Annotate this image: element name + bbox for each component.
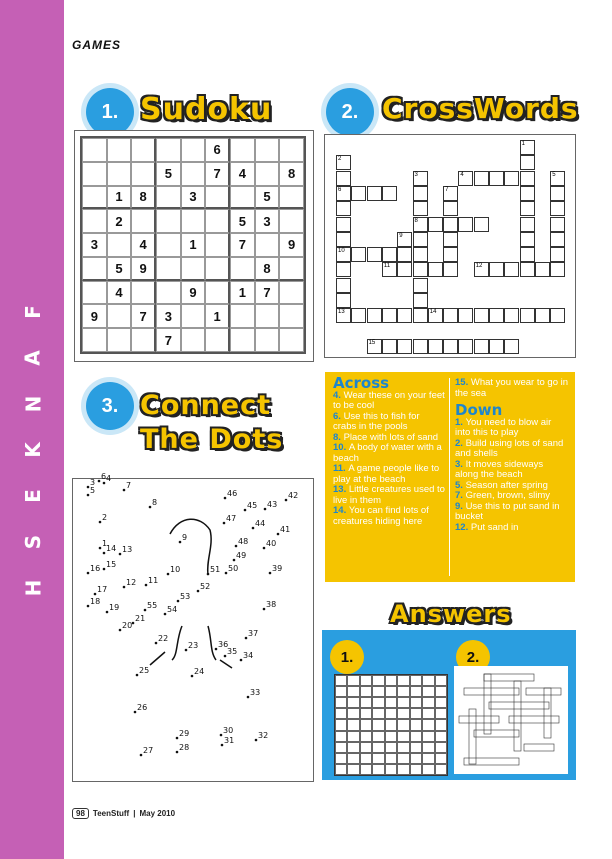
dot-label: 31 [224,736,235,745]
dot-label: 35 [227,647,238,656]
across-clue: 11. A game people like to play at the beach [333,463,440,485]
dot-label: 20 [122,621,133,630]
sudoku-cell: 5 [255,186,280,210]
section-label: GAMES [72,38,122,52]
sudoku-cell: 4 [131,233,156,257]
dot [225,572,228,575]
dot-label: 16 [90,564,101,573]
down-clue: 9. Use this to put sand in bucket [455,500,560,522]
down-clue: 12. Put sand in [455,521,519,533]
footer [72,808,175,819]
dot-label: 18 [90,597,101,606]
dot-label: 17 [97,585,108,594]
answer-sudoku-cell [422,731,434,742]
answer-sudoku-cell [335,742,347,753]
sidebar-letter: S [21,534,45,550]
dot-label: 7 [126,481,132,490]
dot-label: 52 [200,582,211,591]
dot [119,553,122,556]
crossword-cell: 6 [336,186,351,201]
answer-sudoku-cell [347,686,359,697]
dot [119,629,122,632]
crossword-cell: 4 [458,171,473,186]
dot-label: 40 [266,539,277,548]
dot-label: 4 [106,474,112,483]
dot-label: 24 [194,667,205,676]
across-clue: 4. Wear these on your feet to be cool [333,389,445,411]
dot-label: 45 [247,501,258,510]
dot [167,573,170,576]
answer1-label: 1. [330,640,364,674]
answer-sudoku-cell [397,742,409,753]
dot-label: 22 [158,634,169,643]
dot-label: 12 [126,578,137,587]
dot [264,508,267,511]
down-clue: 7. Green, brown, slimy [455,490,551,501]
crossword-cell: 12 [474,262,489,277]
answer-sudoku-cell [422,719,434,730]
answer-sudoku-cell [385,764,397,775]
crossword-cell: 15 [367,339,382,354]
dot [244,509,247,512]
dots-title-line1: Connect [140,390,272,421]
answer-sudoku-cell [397,753,409,764]
sudoku-cell: 9 [181,281,206,305]
answer-sudoku-cell [422,764,434,775]
clues-panel [325,372,575,582]
sudoku-cell: 3 [82,233,107,257]
dot [103,568,106,571]
dots-title-line2: The Dots [140,424,284,455]
dot [155,642,158,645]
sudoku-cell: 6 [205,138,230,162]
across-clue: 8. Place with lots of sand [333,431,439,443]
dot-label: 39 [272,564,283,573]
dot-label: 11 [148,576,159,585]
answer-sudoku-cell [372,708,384,719]
answer-sudoku-cell [360,708,372,719]
answer-sudoku-cell [422,686,434,697]
dot [177,600,180,603]
dot-label: 41 [280,525,291,534]
answer-sudoku-cell [347,708,359,719]
answer-sudoku-cell [360,764,372,775]
answer-sudoku-cell [360,753,372,764]
sudoku-cell: 8 [255,257,280,281]
dot-label: 46 [227,489,238,498]
dot [123,586,126,589]
across-clue: 10. A body of water with a beach [333,442,442,464]
down-clue: 1. You need to blow air into this to play [455,416,552,438]
dots-number-badge: 3. [86,382,134,430]
dot [99,547,102,550]
across-clue: 15. What you wear to go in the sea [455,377,569,399]
answer-sudoku-cell [335,753,347,764]
sudoku-cell: 7 [205,162,230,186]
dots-outline-arm [150,652,165,665]
answer-sudoku-cell [347,742,359,753]
dot [87,494,90,497]
dot [277,533,280,536]
dot-label: 47 [226,514,237,523]
dots-outline-arm2 [220,660,232,668]
dot [103,552,106,555]
dot-label: 44 [255,519,266,528]
dot-label: 13 [122,545,133,554]
answer-sudoku-cell [385,753,397,764]
dot-label: 3 [90,478,96,487]
answer-sudoku-cell [347,719,359,730]
dot [269,572,272,575]
sudoku-cell: 5 [230,209,255,233]
answer-sudoku-cell [360,719,372,730]
dot [245,637,248,640]
answer-sudoku-cell [335,719,347,730]
dot [106,611,109,614]
answer-sudoku-cell [347,675,359,686]
sudoku-cell: 1 [107,186,132,210]
dot-label: 53 [180,592,191,601]
sudoku-cell: 5 [156,162,181,186]
dot [220,734,223,737]
sudoku-cell: 3 [156,304,181,328]
crosswords-number-badge: 2. [326,88,374,136]
dot [98,480,101,483]
across-clue: 6. Use this to fish for crabs in the pools [333,410,420,432]
answer-sudoku-cell [410,753,422,764]
answer-sudoku-cell [335,764,347,775]
answer-sudoku-cell [372,675,384,686]
sudoku-cell: 7 [255,281,280,305]
sudoku-cell: 9 [131,257,156,281]
answer-sudoku-cell [385,742,397,753]
dot-label: 38 [266,600,277,609]
answer-sudoku-cell [347,697,359,708]
dot-label: 42 [288,491,299,500]
answer-sudoku-cell [410,697,422,708]
magazine-name: TeenStuff [92,809,130,818]
dot [144,609,147,612]
answer-sudoku-cell [385,675,397,686]
dot-label: 5 [90,486,96,495]
answer-sudoku-cell [397,719,409,730]
dot-label: 28 [179,743,190,752]
crossword-cell: 13 [336,308,351,323]
answer-sudoku-cell [410,764,422,775]
dot [233,559,236,562]
sudoku-cell: 4 [230,162,255,186]
sudoku-cell: 3 [181,186,206,210]
crossword-cell: 3 [413,171,428,186]
answer-sudoku-cell [435,708,447,719]
dot-label: 29 [179,729,190,738]
dot [179,541,182,544]
answer-sudoku-cell [397,697,409,708]
answer-sudoku-cell [410,719,422,730]
dot-label: 27 [143,746,154,755]
dot [99,521,102,524]
clue-divider [449,378,450,576]
answer-sudoku-cell [347,731,359,742]
across-clue: 13. Little creatures used to live in them [333,484,445,506]
answer-sudoku-cell [410,686,422,697]
answer-sudoku-cell [335,686,347,697]
sudoku-cell: 7 [230,233,255,257]
sudoku-cell: 1 [205,304,230,328]
dot-label: 54 [167,605,178,614]
dot-label: 33 [250,688,261,697]
dot-label: 9 [182,533,188,542]
answer-sudoku-cell [347,753,359,764]
sudoku-cell: 8 [279,162,304,186]
dot [164,613,167,616]
dot-label: 23 [188,641,199,650]
footer-separator: | [133,809,136,818]
crossword-cell: 5 [550,171,565,186]
sidebar-letter: N [21,395,45,413]
answer-sudoku-cell [422,675,434,686]
sudoku-cell: 1 [230,281,255,305]
answer-sudoku-cell [335,708,347,719]
answer-sudoku-cell [397,708,409,719]
dot [132,622,135,625]
dot-label: 50 [228,564,239,573]
down-clues [455,378,569,533]
answer-sudoku-cell [360,686,372,697]
sudoku-cell: 2 [107,209,132,233]
answer-sudoku-cell [385,697,397,708]
issue-date: May 2010 [139,809,176,818]
answer-sudoku-cell [360,675,372,686]
sudoku-cell: 1 [181,233,206,257]
answer-sudoku-cell [435,697,447,708]
answer-sudoku-cell [422,708,434,719]
answer-sudoku-cell [372,764,384,775]
dot [185,649,188,652]
dot [223,522,226,525]
dot-label: 10 [170,565,181,574]
answer-sudoku-cell [410,708,422,719]
answer-sudoku-cell [422,742,434,753]
dot-label: 36 [218,640,229,649]
dot-label: 25 [139,666,150,675]
dot-label: 6 [101,472,107,481]
answer-sudoku-cell [385,719,397,730]
dot [263,547,266,550]
dot-label: 34 [243,651,254,660]
answer-sudoku-cell [435,742,447,753]
answer-sudoku-cell [360,731,372,742]
dot [224,655,227,658]
answer-sudoku-grid [334,674,448,776]
dot-label: 8 [152,498,158,507]
dot [176,737,179,740]
down-heading: Down [455,401,503,419]
sidebar-letter: H [21,579,45,597]
answer-sudoku-cell [335,675,347,686]
dot [149,506,152,509]
answer-sudoku-cell [435,675,447,686]
dots-outline-right [208,626,216,660]
sudoku-cell: 9 [279,233,304,257]
answer-sudoku-cell [335,697,347,708]
page-number: 98 [72,808,89,819]
dot [87,486,90,489]
crossword-cell: 7 [443,186,458,201]
answer-sudoku-cell [435,764,447,775]
dot [247,696,250,699]
answer-sudoku-cell [372,719,384,730]
dot [252,527,255,530]
dots-outline-left [172,626,182,660]
dot [240,659,243,662]
answer-sudoku-cell [372,753,384,764]
answer-sudoku-cell [397,764,409,775]
dot [207,573,210,576]
sudoku-cell: 7 [156,328,181,352]
sidebar-letter: K [21,442,45,458]
dot [191,675,194,678]
dot-label: 1 [102,539,108,548]
sudoku-cell: 9 [82,304,107,328]
answer-sudoku-cell [360,697,372,708]
dot-label: 15 [106,560,117,569]
dot [285,499,288,502]
dot [134,711,137,714]
answers-title: Answers [390,600,512,628]
crossword-cell: 9 [397,232,412,247]
crossword-cell: 1 [520,140,535,155]
answer-sudoku-cell [422,697,434,708]
dot [136,674,139,677]
crossword-cell: 10 [336,247,351,262]
answer-crossword [454,666,568,774]
answer-sudoku-cell [435,753,447,764]
crossword-cell: 8 [413,217,428,232]
dot [215,648,218,651]
dot-label: 51 [210,565,221,574]
answer2-label: 2. [456,640,490,674]
answer-sudoku-cell [385,686,397,697]
answer-sudoku-cell [385,731,397,742]
answer-sudoku-cell [422,753,434,764]
answers-panel [322,630,576,780]
across-heading: Across [333,374,390,392]
dot-label: 55 [147,601,158,610]
down-clue: 3. It moves sideways along the beach [455,458,544,480]
sudoku-cell: 3 [255,209,280,233]
answer-sudoku-cell [372,697,384,708]
crosswords-title: CrossWords [382,92,579,125]
crossword-cell: 2 [336,155,351,170]
answer-sudoku-cell [360,742,372,753]
across-clue: 14. You can find lots of creatures hiding here [333,505,429,527]
dot-label: 32 [258,731,269,740]
dot-label: 49 [236,551,247,560]
dot [263,608,266,611]
answer-sudoku-cell [410,675,422,686]
answer-sudoku-cell [435,686,447,697]
dot [255,739,258,742]
dot-label: 26 [137,703,148,712]
answer-sudoku-cell [385,708,397,719]
across-clues [333,374,445,527]
sudoku-cell: 7 [131,304,156,328]
dot [87,572,90,575]
answer-sudoku-cell [372,742,384,753]
dot [221,744,224,747]
dot [123,489,126,492]
dot [235,545,238,548]
answer-sudoku-cell [347,764,359,775]
dot-label: 2 [102,513,108,522]
answer-sudoku-cell [410,742,422,753]
dot-label: 19 [109,603,120,612]
answer-sudoku-cell [335,731,347,742]
answer-sudoku-cell [372,731,384,742]
answer-sudoku-cell [435,719,447,730]
dot [197,590,200,593]
sudoku-number-badge: 1. [86,88,134,136]
answer-sudoku-cell [397,686,409,697]
down-clue: 2. Build using lots of sand and shells [455,437,564,459]
dot [103,482,106,485]
dot-label: 48 [238,537,249,546]
dot [176,751,179,754]
dot [140,754,143,757]
dot-label: 30 [223,726,234,735]
answer-sudoku-cell [372,686,384,697]
dot [87,605,90,608]
dot [145,584,148,587]
answer-sudoku-cell [397,731,409,742]
answer-sudoku-cell [410,731,422,742]
sudoku-cell: 5 [107,257,132,281]
answer-crossword-grid [454,666,568,774]
dot-label: 21 [135,614,146,623]
dot [224,497,227,500]
sidebar-letter: E [20,489,45,503]
dot-label: 14 [106,544,117,553]
sudoku-cell: 8 [131,186,156,210]
down-clue: 5. Season after spring [455,479,548,491]
dot [94,593,97,596]
crossword-cell: 14 [428,308,443,323]
sidebar-letter: F [20,305,45,319]
sidebar-letter: A [20,350,45,366]
answer-sudoku-cell [397,675,409,686]
crossword-cell: 11 [382,262,397,277]
dot-label: 37 [248,629,259,638]
dot-label: 43 [267,500,278,509]
sudoku-cell: 4 [107,281,132,305]
answer-sudoku-cell [435,731,447,742]
sudoku-title: Sudoku [140,92,273,127]
